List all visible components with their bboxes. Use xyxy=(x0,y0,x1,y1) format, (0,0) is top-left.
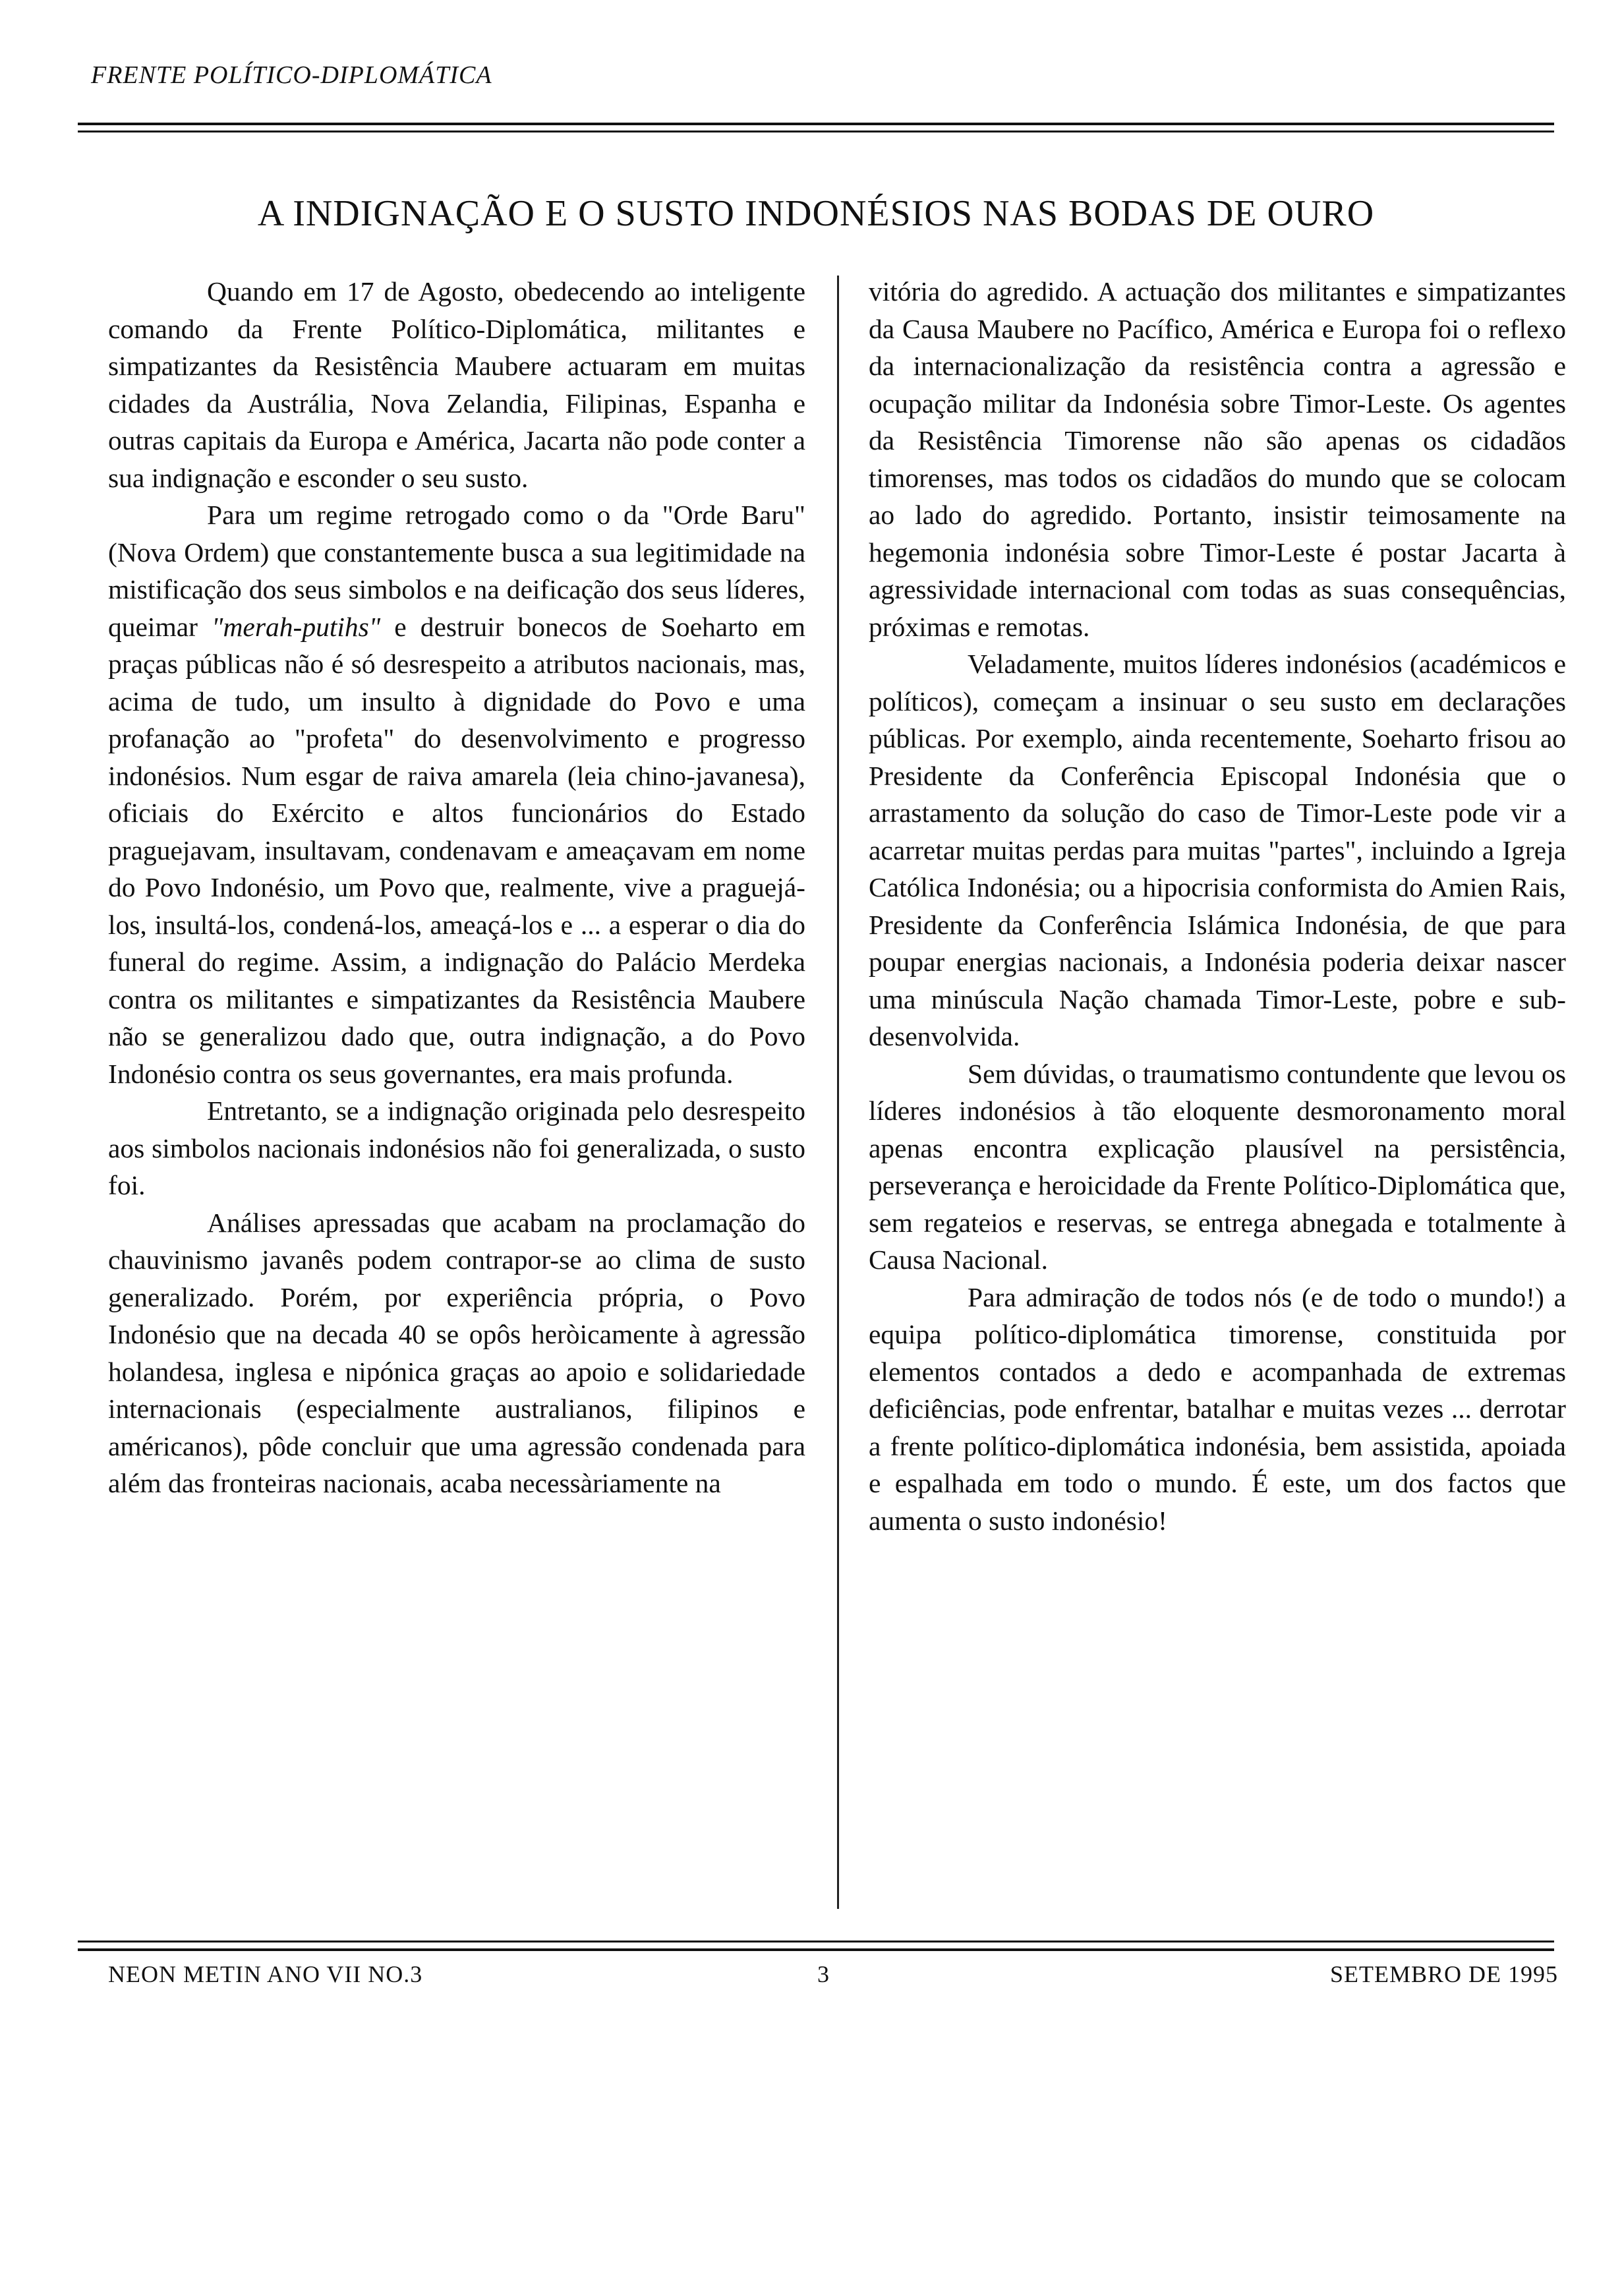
right-paragraph-3: Sem dúvidas, o traumatismo contundente que levou os líderes indonésios à tão eloquente desmoronamento moral apenas encontra explicação plausível na persistência, perseverança e heroicidade da Frente Político-Diplomática que, sem regateios e reservas, se entrega abnegada e totalmente à Causa Nacional. xyxy=(869,1058,1566,1275)
right-column xyxy=(869,273,1566,1539)
footer-rule-top xyxy=(78,1941,1554,1942)
left-paragraph-4: Análises apressadas que acabam na proclamação do chauvinismo javanês podem contrapor-se ao clima de susto generalizado. Porém, por experiência própria, o Povo Indonésio que na decada 40 se opôs heròicamente à agressão holandesa, inglesa e nipónica graças ao apoio e solidariedade internacionais (especialmente australianos, filipinos e américanos), pôde concluir que uma agressão condenada para além das fronteiras nacionais, acaba necessàriamente na xyxy=(108,1207,805,1498)
footer-publication: NEON METIN ANO VII NO.3 xyxy=(108,1961,423,1987)
right-paragraph-4: Para admiração de todos nós (e de todo o mundo!) a equipa político-diplomática timorense, constituida por elementos contados a dedo e acompanhada de extremas deficiências, pode enfrentar, batalhar e muitas vezes ... derrotar a frente político-diplomática indonésia, bem assistida, apoiada e espalhada em todo o mundo. É este, um dos factos que aumenta o susto indonésio! xyxy=(869,1281,1566,1536)
column-divider xyxy=(837,276,839,1909)
footer-rule-bottom xyxy=(78,1948,1554,1951)
article-title: A INDIGNAÇÃO E O SUSTO INDONÉSIOS NAS BODAS DE OURO xyxy=(257,193,1375,234)
footer-date: SETEMBRO DE 1995 xyxy=(1329,1961,1558,1987)
left-column xyxy=(108,273,805,1502)
right-paragraph-2: Veladamente, muitos líderes indonésios (académicos e políticos), começam a insinuar o seu susto em declarações públicas. Por exemplo, ainda recentemente, Soeharto frisou ao Presidente da Conferência Episcopal Indonésia que o arrastamento da solução do caso de Timor-Leste pode vir a acarretar muitas perdas para muitas "partes", incluindo a Igreja Católica Indonésia; ou a hipocrisia conformista do Amien Rais, Presidente da Conferência Islámica Indonésia, de que para poupar energias nacionais, a Indonésia poderia deixar nascer uma minúscula Nação chamada Timor-Leste, pobre e sub-desenvolvida. xyxy=(869,649,1566,1051)
left-paragraph-2-part-b: e destruir bonecos de Soeharto em praças públicas não é só desrespeito a atributos nacionais, mas, acima de tudo, um insulto à dignidade do Povo e uma profanação ao "profeta" do desenvolvimento e progresso indonésios. Num esgar de raiva amarela (leia chino-javanesa), oficiais do Exército e altos funcionários do Estado praguejavam, insultavam, condenavam e ameaçavam em nome do Povo Indonésio, um Povo que, realmente, vive a praguejá-los, insultá-los, condená-los, ameaçá-los e ... a esperar o dia do funeral do regime. Assim, a indignação do Palácio Merdeka contra os militantes e simpatizantes da Resistência Maubere não se generalizou dado que, outra indignação, a do Povo Indonésio contra os seus governantes, era mais profunda. xyxy=(108,611,806,1089)
left-paragraph-1: Quando em 17 de Agosto, obedecendo ao inteligente comando da Frente Político-Diplomática, militantes e simpatizantes da Resistência Maubere actuaram em muitas cidades da Austrália, Nova Zelandia, Filipinas, Espanha e outras capitais da Europa e América, Jacarta não pode conter a sua indignação e esconder o seu susto. xyxy=(108,276,805,493)
header-rule-top xyxy=(78,123,1554,125)
footer-page-number: 3 xyxy=(817,1961,830,1987)
left-paragraph-3: Entretanto, se a indignação originada pelo desrespeito aos simbolos nacionais indonésios não foi generalizada, o susto foi. xyxy=(108,1095,805,1200)
right-paragraph-1: vitória do agredido. A actuação dos militantes e simpatizantes da Causa Maubere no Pacífico, América e Europa foi o reflexo da internacionalização da resistência contra a agressão e ocupação militar da Indonésia sobre Timor-Leste. Os agentes da Resistência Timorense não são apenas os cidadãos timorenses, mas todos os cidadãos do mundo que se colocam ao lado do agredido. Portanto, insistir teimosamente na hegemonia indonésia sobre Timor-Leste é postar Jacarta à agressividade internacional com todas as suas consequências, próximas e remotas. xyxy=(869,276,1566,642)
header-rule-bottom xyxy=(78,131,1554,132)
left-paragraph-2 xyxy=(108,496,805,1092)
left-paragraph-2-part-a: Para um regime retrogado como o da "Orde Baru" (Nova Ordem) que constantemente busca a sua legitimidade na mistificação dos seus simbolos e na deificação dos seus líderes, queimar xyxy=(108,500,805,642)
merah-putihs-italic: "merah-putihs" xyxy=(212,611,381,642)
running-header: FRENTE POLÍTICO-DIPLOMÁTICA xyxy=(91,61,492,89)
